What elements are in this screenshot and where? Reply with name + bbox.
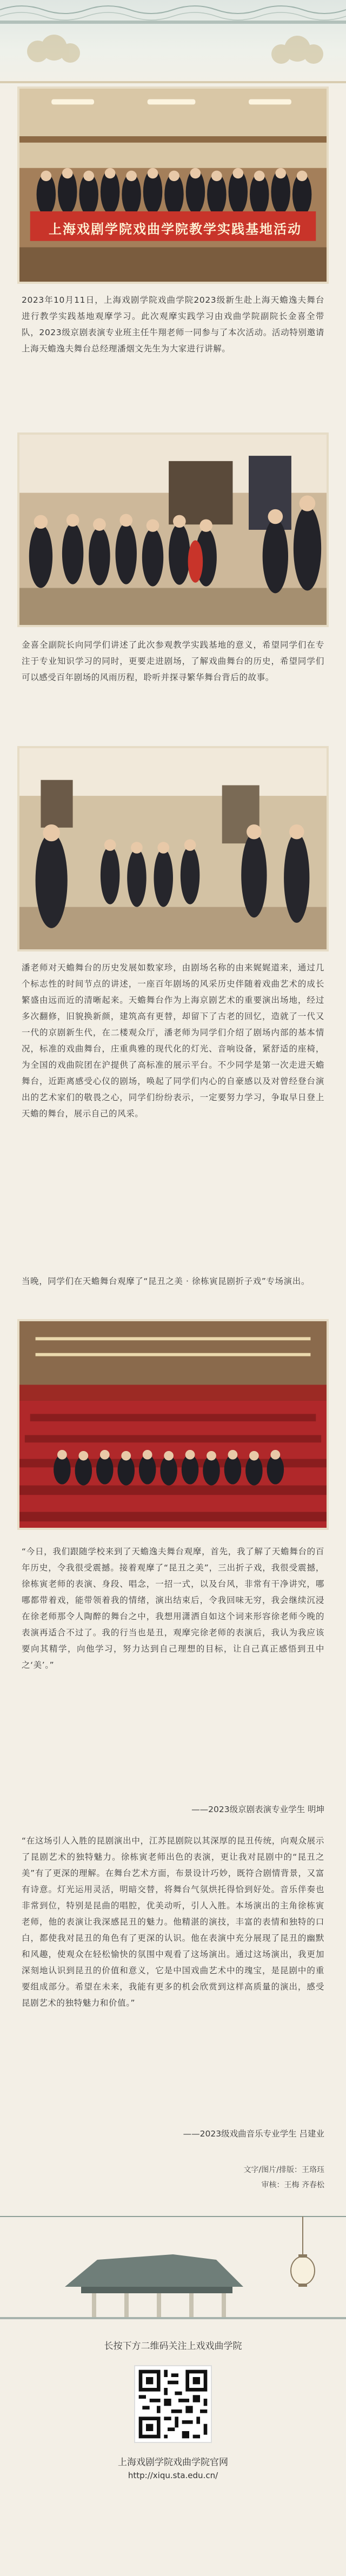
quote-student-1-signature: ——2023级京剧表演专业学生 明坤 xyxy=(191,1805,324,1814)
follow-instruction: 长按下方二维码关注上戏戏曲学院 xyxy=(104,2341,242,2352)
site-name: 上海戏剧学院戏曲学院官网 xyxy=(118,2457,228,2468)
group-photo xyxy=(17,86,329,284)
lobby-tour-photo xyxy=(17,746,329,951)
theater-audience-photo xyxy=(17,1319,329,1530)
qr-code-icon[interactable] xyxy=(134,2365,212,2443)
site-url-link[interactable]: http://xiqu.sta.edu.cn/ xyxy=(128,2471,218,2480)
paragraph-intro: 2023年10月11日，上海戏剧学院戏曲学院2023级新生赴上海天蟾逸夫舞台进行教学实践基地观摩学习。此次观摩实践学习由戏曲学院副院长金喜全带队，2023级京剧表演专业班主任牛翔老师一同参与了本次活动。活动特别邀请上海天蟾逸夫舞台总经理潘烟文先生为大家进行讲解。 xyxy=(22,295,324,354)
banner-text: 上海戏剧学院戏曲学院教学实践基地活动 xyxy=(49,222,302,237)
quote-student-2: “在这场引人入胜的昆剧演出中，江苏昆剧院以其深厚的昆丑传统，向观众展示了昆剧艺术的独特魅力。徐栋寅老师出色的表演，更让我对昆剧中的“昆丑之美”有了更深的理解。在舞台艺术方面，布景设计巧妙，既符合剧情背景，又富有诗意。灯光运用灵活，明暗交替，将舞台气氛烘托得恰到好处。音乐伴奏也非常到位，特别是昆曲的唱腔，优美动听，引人入胜。本场演出的主角徐栋寅老师，他的表演让我深感昆丑的魅力。他精湛的演技，丰富的表情和独特的口白，都使我对昆丑的角色有了更深的认识。他在表演中充分展现了昆丑的幽默和风趣，使观众在轻松愉快的氛围中观看了这场演出。通过这场演出，我更加深刻地认识到昆丑的价值和意义，它是中国戏曲艺术中的瑰宝，是昆剧中的重要组成部分。希望在未来，我能有更多的机会欣赏到这样高质量的演出，感受昆剧艺术的独特魅力和价值。” xyxy=(22,1836,324,2008)
quote-student-1: “今日，我们跟随学校来到了天蟾逸夫舞台观摩，首先，我了解了天蟾舞台的百年历史，令我很受震撼。接着观摩了“昆丑之美”，三出折子戏，我很受震撼，徐栋寅老师的表演、身段、唱念，一招一式，以及台风，非常有干净讲究，哪哪都带着戏，能带领着我的情绪，演出结束后，令我回味无穷，我会继续沉浸在徐老师那令人陶醉的舞台之中，我想用潇洒自如这个词来形容徐老师今晚的表演再适合不过了。我的行当也是丑，观摩完徐老师的表演后，我认为我应该要向其精学，向他学习，努力达到自己理想的目标，让自己真正感悟到丑中之‘美’。” xyxy=(22,1547,324,1670)
credit-author: 文字/图片/排版：王珞珏 xyxy=(243,2166,324,2174)
lobby-tour-image xyxy=(19,748,327,949)
quote-student-2-signature: ——2023级戏曲音乐专业学生 吕建业 xyxy=(183,2129,324,2139)
paragraph-history: 潘老师对天蟾舞台的历史发展如数家珍，由剧场名称的由来娓娓道来，通过几个标志性的时间节点的讲述，一座百年剧场的风采历史伴随着戏曲艺术的成长繁盛由远而近的清晰起来。天蟾舞台作为上海京剧艺术的重要演出场地，经过多次翻修，旧貌换新颜，建筑高有更替，却留下了古老的回忆，造就了一代又一代的京剧新生代，在二楼观众厅，潘老师为同学们介绍了剧场内部的基本情况，标准的戏曲舞台，庄重典雅的现代化的灯光、音响设备，紧舒适的座椅，为全国的戏曲院团在沪提供了高标准的展示平台。不少同学是第一次走进天蟾舞台，近距离感受心仪的剧场，唤起了同学们内心的自豪感以及对曾经登台演出的艺术家们的敬畏之心，同学们纷纷表示，一定要努力学习，争取早日登上天蟾的舞台，展示自己的风采。 xyxy=(22,963,324,1119)
top-decoration-banner xyxy=(0,0,346,92)
theater-audience-image xyxy=(19,1321,327,1528)
lobby-speech-photo xyxy=(17,432,329,627)
credit-reviewer: 审核：王梅 齐春松 xyxy=(261,2181,324,2189)
lobby-speech-image xyxy=(19,435,327,625)
paragraph-evening-show: 当晚，同学们在天蟾舞台观摩了“昆丑之美 · 徐栋寅昆剧折子戏”专场演出。 xyxy=(22,1276,310,1286)
cloud-pattern-icon xyxy=(0,0,346,92)
group-photo-image xyxy=(19,89,327,282)
rooftop-icon xyxy=(0,2195,346,2319)
lantern-icon xyxy=(291,2216,315,2287)
paragraph-vice-dean: 金喜全副院长向同学们讲述了此次参观教学实践基地的意义，希望同学们在专注于专业知识学习的同时，更要走进剧场，了解戏曲舞台的历史，希望同学们可以感受百年剧场的风雨历程，聆听并探寻繁华舞台背后的故事。 xyxy=(22,640,324,682)
decoration-scene xyxy=(0,2195,346,2319)
